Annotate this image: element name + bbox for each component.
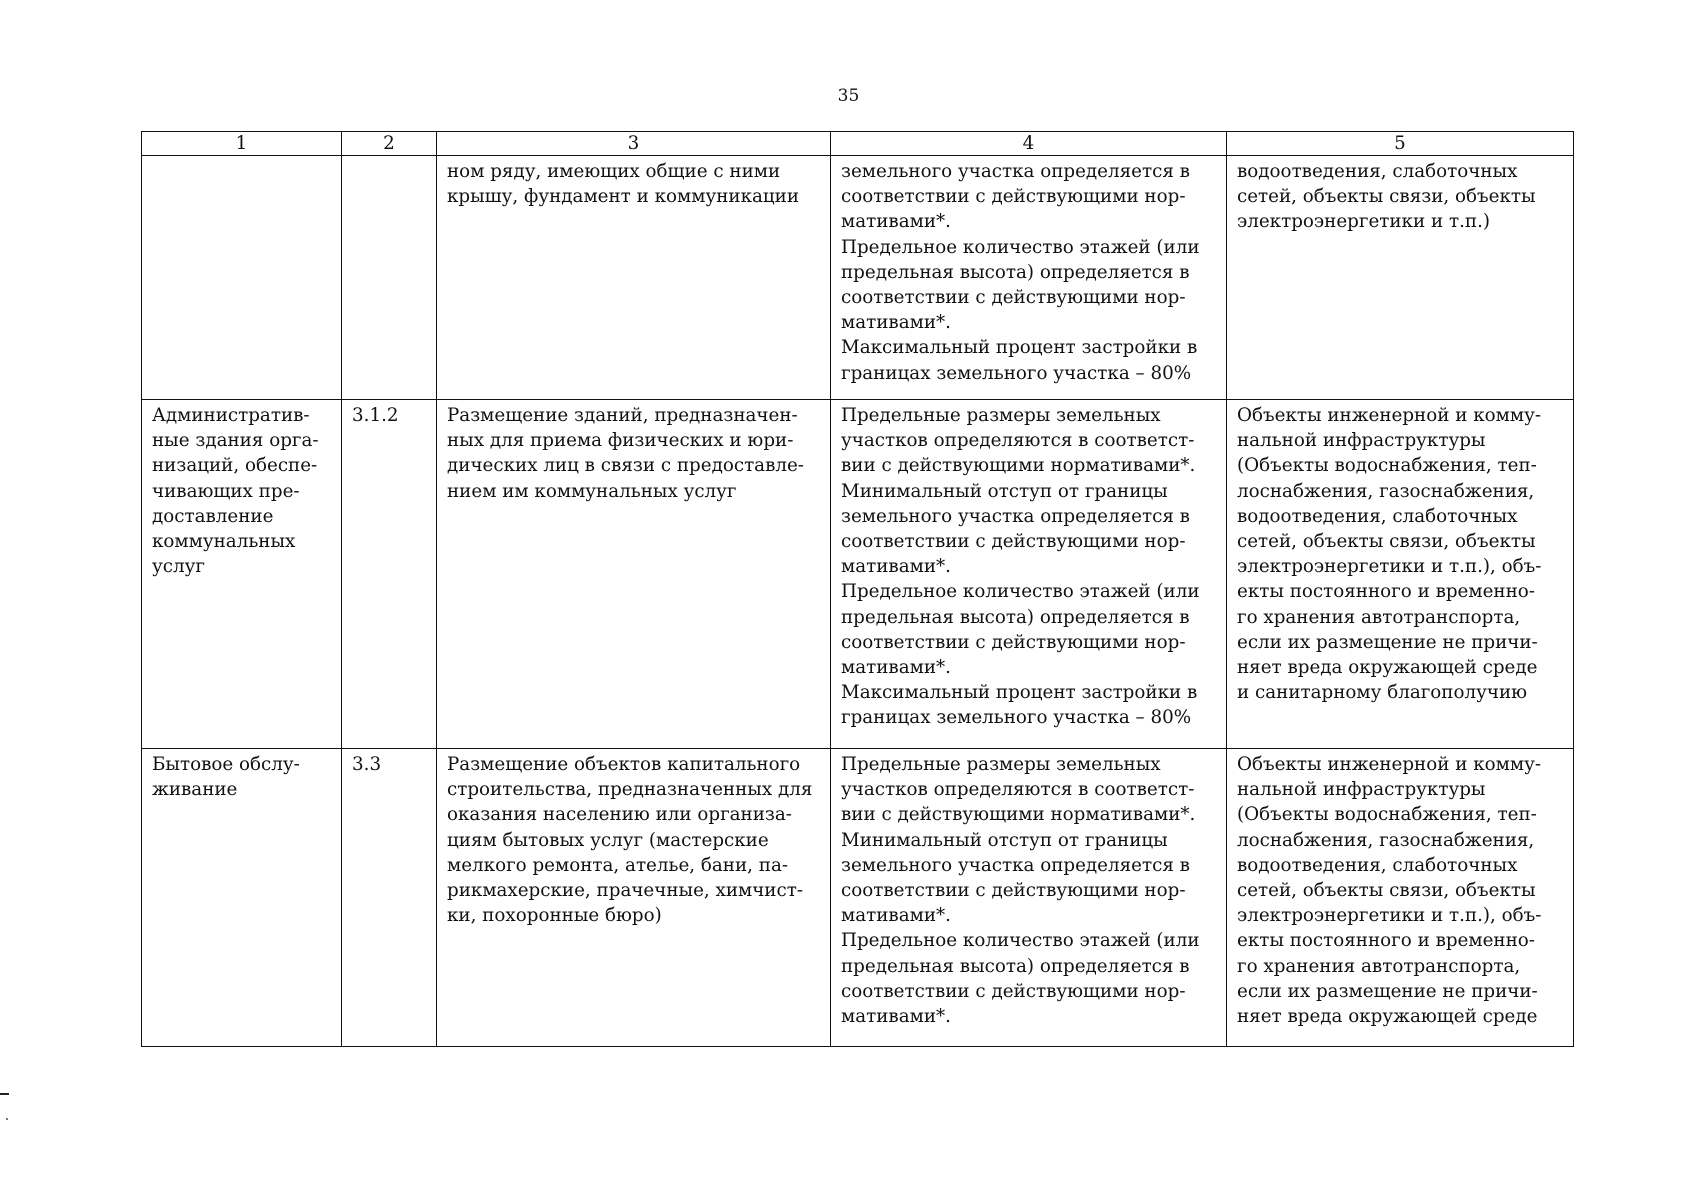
cell-text-line: Объекты инженерной и комму- [1237, 405, 1542, 426]
cell-text-line: Минимальный отступ от границы [841, 829, 1168, 851]
column-header: 1 [142, 132, 342, 156]
use-name-cell [142, 400, 342, 749]
cell-text-line: участков определяются в соответст- [841, 430, 1195, 452]
cell-text-line: Объекты инженерной и комму- [1237, 754, 1542, 775]
cell-text-line: низаций, обеспе- [152, 455, 318, 477]
cell-text-line: мативами*. [841, 657, 951, 679]
cell-text-line: лоснабжения, газоснабжения, [1237, 480, 1535, 502]
cell-text-line: Предельное количество этажей (или [841, 581, 1200, 603]
auxiliary-uses-cell [1227, 156, 1574, 400]
cell-text-line: Максимальный процент застройки в [841, 682, 1198, 704]
cell-text-line: нием им коммунальных услуг [447, 480, 737, 502]
cell-text-line: лоснабжения, газоснабжения, [1237, 829, 1535, 851]
table-row [142, 400, 1574, 749]
cell-text-line: соответствии с действующими нор- [841, 980, 1186, 1002]
cell-text-line: ные здания орга- [152, 430, 319, 452]
cell-text-line: екты постоянного и временно- [1237, 930, 1535, 952]
cell-text-line: оказания населению или организа- [447, 804, 792, 826]
use-name-cell [142, 749, 342, 1047]
cell-text-line: Минимальный отступ от границы [841, 480, 1168, 502]
cell-text-line: соответствии с действующими нор- [841, 531, 1186, 553]
cell-text-line: электроэнергетики и т.п.), объ- [1237, 556, 1542, 578]
cell-text-line: мативами*. [841, 905, 951, 927]
cell-text-line: го хранения автотранспорта, [1237, 606, 1521, 628]
cell-text-line: ки, похоронные бюро) [447, 905, 662, 927]
column-header: 4 [831, 132, 1227, 156]
cell-text-line: нальной инфраструктуры [1237, 430, 1486, 452]
cell-text-line: земельного участка определяется в [841, 505, 1190, 527]
auxiliary-uses-cell [1227, 400, 1574, 749]
cell-text-line: коммунальных [152, 531, 296, 553]
cell-text-line: нальной инфраструктуры [1237, 779, 1486, 801]
cell-text-line: услуг [152, 556, 205, 578]
cell-text-line: мативами*. [841, 312, 951, 334]
cell-text-line: дических лиц в связи с предоставле- [447, 455, 804, 477]
use-description-cell [437, 400, 831, 749]
cell-text-line: крышу, фундамент и коммуникации [447, 186, 800, 208]
auxiliary-uses-cell [1227, 749, 1574, 1047]
cell-text-line: Предельные размеры земельных [841, 754, 1161, 775]
use-name-cell [142, 156, 342, 400]
cell-text-line: Предельное количество этажей (или [841, 236, 1200, 258]
cell-text-line: земельного участка определяется в [841, 854, 1190, 876]
cell-text-line: водоотведения, слаботочных [1237, 505, 1518, 527]
cell-text-line: земельного участка определяется в [841, 161, 1190, 182]
cell-text-line: соответствии с действующими нор- [841, 186, 1186, 208]
cell-text-line: предельная высота) определяется в [841, 606, 1190, 628]
use-description-cell [437, 749, 831, 1047]
cell-text-line: если их размещение не причи- [1237, 631, 1538, 653]
cell-text-line: няет вреда окружающей среде [1237, 657, 1538, 679]
cell-text-line: няет вреда окружающей среде [1237, 1006, 1538, 1028]
cell-text-line: строительства, предназначенных для [447, 779, 813, 801]
cell-text-line: Предельное количество этажей (или [841, 930, 1200, 952]
cell-text-line: ных для приема физических и юри- [447, 430, 794, 452]
use-code-cell [342, 156, 437, 400]
column-header: 5 [1227, 132, 1574, 156]
cell-text-line: электроэнергетики и т.п.) [1237, 211, 1491, 233]
parameters-cell [831, 749, 1227, 1047]
cell-text-line: доставление [152, 505, 274, 527]
margin-mark [0, 1093, 9, 1095]
cell-text-line: сетей, объекты связи, объекты [1237, 531, 1536, 553]
cell-text-line: предельная высота) определяется в [841, 955, 1190, 977]
table-header-row [142, 132, 1574, 156]
cell-text-line: мелкого ремонта, ателье, бани, па- [447, 854, 789, 876]
margin-dot [6, 1118, 8, 1120]
cell-text-line: Бытовое обслу- [152, 754, 300, 775]
cell-text-line: ном ряду, имеющих общие с ними [447, 161, 781, 182]
cell-text-line: (Объекты водоснабжения, теп- [1237, 455, 1537, 477]
cell-text-line: рикмахерские, прачечные, химчист- [447, 880, 804, 902]
cell-text-line: участков определяются в соответст- [841, 779, 1195, 801]
cell-text-line: и санитарному благополучию [1237, 682, 1528, 704]
cell-text-line: границах земельного участка – 80% [841, 362, 1192, 384]
zoning-table [141, 131, 1574, 1047]
cell-text-line: чивающих пре- [152, 480, 300, 502]
cell-text-line: Максимальный процент застройки в [841, 337, 1198, 359]
cell-text-line: предельная высота) определяется в [841, 261, 1190, 283]
use-code-cell [342, 749, 437, 1047]
parameters-cell [831, 156, 1227, 400]
parameters-cell [831, 400, 1227, 749]
table-row [142, 156, 1574, 400]
cell-text-line: Размещение объектов капитального [447, 754, 801, 775]
cell-text-line: электроэнергетики и т.п.), объ- [1237, 905, 1542, 927]
cell-text-line: соответствии с действующими нор- [841, 287, 1186, 309]
cell-text-line: екты постоянного и временно- [1237, 581, 1535, 603]
cell-text-line: соответствии с действующими нор- [841, 631, 1186, 653]
cell-text-line: 3.3 [352, 754, 382, 775]
use-code-cell [342, 400, 437, 749]
cell-text-line: 3.1.2 [352, 405, 399, 426]
cell-text-line: (Объекты водоснабжения, теп- [1237, 804, 1537, 826]
page-number: 35 [837, 86, 860, 106]
cell-text-line: водоотведения, слаботочных [1237, 161, 1518, 182]
column-header: 3 [437, 132, 831, 156]
use-description-cell [437, 156, 831, 400]
cell-text-line: мативами*. [841, 211, 951, 233]
cell-text-line: Размещение зданий, предназначен- [447, 405, 798, 426]
cell-text-line: границах земельного участка – 80% [841, 707, 1192, 729]
cell-text-line: циям бытовых услуг (мастерские [447, 829, 769, 851]
column-header: 2 [342, 132, 437, 156]
cell-text-line: сетей, объекты связи, объекты [1237, 880, 1536, 902]
cell-text-line: водоотведения, слаботочных [1237, 854, 1518, 876]
cell-text-line: вии с действующими нормативами*. [841, 804, 1196, 826]
cell-text-line: если их размещение не причи- [1237, 980, 1538, 1002]
cell-text-line: Предельные размеры земельных [841, 405, 1161, 426]
table-row [142, 749, 1574, 1047]
cell-text-line: вии с действующими нормативами*. [841, 455, 1196, 477]
cell-text-line: сетей, объекты связи, объекты [1237, 186, 1536, 208]
cell-text-line: Административ- [152, 405, 310, 426]
cell-text-line: соответствии с действующими нор- [841, 880, 1186, 902]
cell-text-line: го хранения автотранспорта, [1237, 955, 1521, 977]
cell-text-line: мативами*. [841, 1006, 951, 1028]
cell-text-line: мативами*. [841, 556, 951, 578]
cell-text-line: живание [152, 779, 238, 801]
